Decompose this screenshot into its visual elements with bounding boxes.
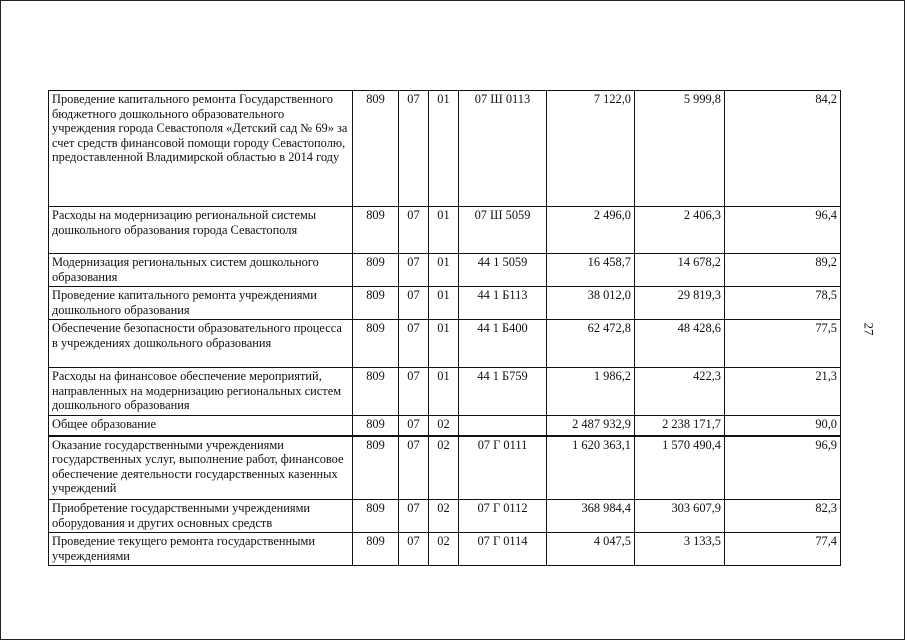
row-plan: 38 012,0 bbox=[547, 287, 635, 320]
row-rz: 07 bbox=[399, 91, 429, 207]
row-ved: 809 bbox=[353, 320, 399, 368]
row-plan: 7 122,0 bbox=[547, 91, 635, 207]
row-description: Модернизация региональных систем дошкольного образования bbox=[49, 254, 353, 287]
row-fact: 422,3 bbox=[635, 368, 725, 416]
row-csr: 07 Г 0112 bbox=[459, 500, 547, 533]
row-rz: 07 bbox=[399, 368, 429, 416]
row-csr: 44 1 Б113 bbox=[459, 287, 547, 320]
table-row bbox=[49, 320, 841, 368]
row-pr: 01 bbox=[429, 320, 459, 368]
row-rz: 07 bbox=[399, 320, 429, 368]
budget-table-body bbox=[49, 91, 841, 566]
row-percent: 77,5 bbox=[725, 320, 841, 368]
row-plan: 2 496,0 bbox=[547, 207, 635, 254]
row-csr: 07 Ш 5059 bbox=[459, 207, 547, 254]
row-pr: 01 bbox=[429, 91, 459, 207]
row-rz: 07 bbox=[399, 436, 429, 500]
row-ved: 809 bbox=[353, 368, 399, 416]
row-percent: 77,4 bbox=[725, 533, 841, 566]
row-rz: 07 bbox=[399, 254, 429, 287]
table-row bbox=[49, 500, 841, 533]
row-plan: 4 047,5 bbox=[547, 533, 635, 566]
row-pr: 02 bbox=[429, 500, 459, 533]
row-percent: 82,3 bbox=[725, 500, 841, 533]
table-row bbox=[49, 436, 841, 500]
row-pr: 01 bbox=[429, 254, 459, 287]
row-rz: 07 bbox=[399, 287, 429, 320]
row-plan: 62 472,8 bbox=[547, 320, 635, 368]
row-description: Оказание государственными учреждениями государственных услуг, выполнение работ, финансовое обеспечение деятельности государственных казенных учреждений bbox=[49, 436, 353, 500]
row-ved: 809 bbox=[353, 416, 399, 436]
row-pr: 02 bbox=[429, 533, 459, 566]
row-ved: 809 bbox=[353, 207, 399, 254]
row-csr bbox=[459, 416, 547, 436]
row-description: Общее образование bbox=[49, 416, 353, 436]
table-row bbox=[49, 287, 841, 320]
row-plan: 2 487 932,9 bbox=[547, 416, 635, 436]
row-ved: 809 bbox=[353, 533, 399, 566]
row-percent: 84,2 bbox=[725, 91, 841, 207]
row-fact: 2 406,3 bbox=[635, 207, 725, 254]
row-ved: 809 bbox=[353, 287, 399, 320]
row-pr: 02 bbox=[429, 416, 459, 436]
row-fact: 29 819,3 bbox=[635, 287, 725, 320]
row-percent: 96,9 bbox=[725, 436, 841, 500]
row-percent: 78,5 bbox=[725, 287, 841, 320]
budget-table bbox=[48, 90, 841, 566]
table-row bbox=[49, 416, 841, 436]
row-ved: 809 bbox=[353, 500, 399, 533]
row-description: Проведение текущего ремонта государственными учреждениями bbox=[49, 533, 353, 566]
row-description: Расходы на модернизацию региональной системы дошкольного образования города Севастополя bbox=[49, 207, 353, 254]
row-fact: 2 238 171,7 bbox=[635, 416, 725, 436]
row-csr: 07 Ш 0113 bbox=[459, 91, 547, 207]
page-number: 27 bbox=[861, 322, 877, 336]
row-csr: 07 Г 0114 bbox=[459, 533, 547, 566]
row-fact: 1 570 490,4 bbox=[635, 436, 725, 500]
row-csr: 44 1 Б400 bbox=[459, 320, 547, 368]
row-description: Проведение капитального ремонта учреждениями дошкольного образования bbox=[49, 287, 353, 320]
row-pr: 01 bbox=[429, 287, 459, 320]
row-percent: 90,0 bbox=[725, 416, 841, 436]
row-plan: 16 458,7 bbox=[547, 254, 635, 287]
row-csr: 44 1 5059 bbox=[459, 254, 547, 287]
row-percent: 21,3 bbox=[725, 368, 841, 416]
row-description: Расходы на финансовое обеспечение мероприятий, направленных на модернизацию региональных систем дошкольного образования bbox=[49, 368, 353, 416]
row-pr: 01 bbox=[429, 207, 459, 254]
row-csr: 44 1 Б759 bbox=[459, 368, 547, 416]
table-row bbox=[49, 254, 841, 287]
row-ved: 809 bbox=[353, 91, 399, 207]
row-rz: 07 bbox=[399, 416, 429, 436]
row-ved: 809 bbox=[353, 254, 399, 287]
row-fact: 5 999,8 bbox=[635, 91, 725, 207]
row-rz: 07 bbox=[399, 533, 429, 566]
table-row bbox=[49, 207, 841, 254]
row-description: Обеспечение безопасности образовательного процесса в учреждениях дошкольного образования bbox=[49, 320, 353, 368]
row-pr: 02 bbox=[429, 436, 459, 500]
row-ved: 809 bbox=[353, 436, 399, 500]
row-fact: 3 133,5 bbox=[635, 533, 725, 566]
row-description: Приобретение государственными учреждениями оборудования и других основных средств bbox=[49, 500, 353, 533]
row-plan: 368 984,4 bbox=[547, 500, 635, 533]
row-fact: 48 428,6 bbox=[635, 320, 725, 368]
row-fact: 14 678,2 bbox=[635, 254, 725, 287]
row-plan: 1 620 363,1 bbox=[547, 436, 635, 500]
row-percent: 96,4 bbox=[725, 207, 841, 254]
row-pr: 01 bbox=[429, 368, 459, 416]
row-percent: 89,2 bbox=[725, 254, 841, 287]
row-csr: 07 Г 0111 bbox=[459, 436, 547, 500]
row-plan: 1 986,2 bbox=[547, 368, 635, 416]
table-row bbox=[49, 368, 841, 416]
row-rz: 07 bbox=[399, 500, 429, 533]
row-rz: 07 bbox=[399, 207, 429, 254]
row-fact: 303 607,9 bbox=[635, 500, 725, 533]
row-description: Проведение капитального ремонта Государственного бюджетного дошкольного образовательного учреждения города Севастополя «Детский сад № 69» за счет средств финансовой помощи городу Севастополю, предоставленной Владимирской областью в 2014 году bbox=[49, 91, 353, 207]
table-row bbox=[49, 91, 841, 207]
table-row bbox=[49, 533, 841, 566]
